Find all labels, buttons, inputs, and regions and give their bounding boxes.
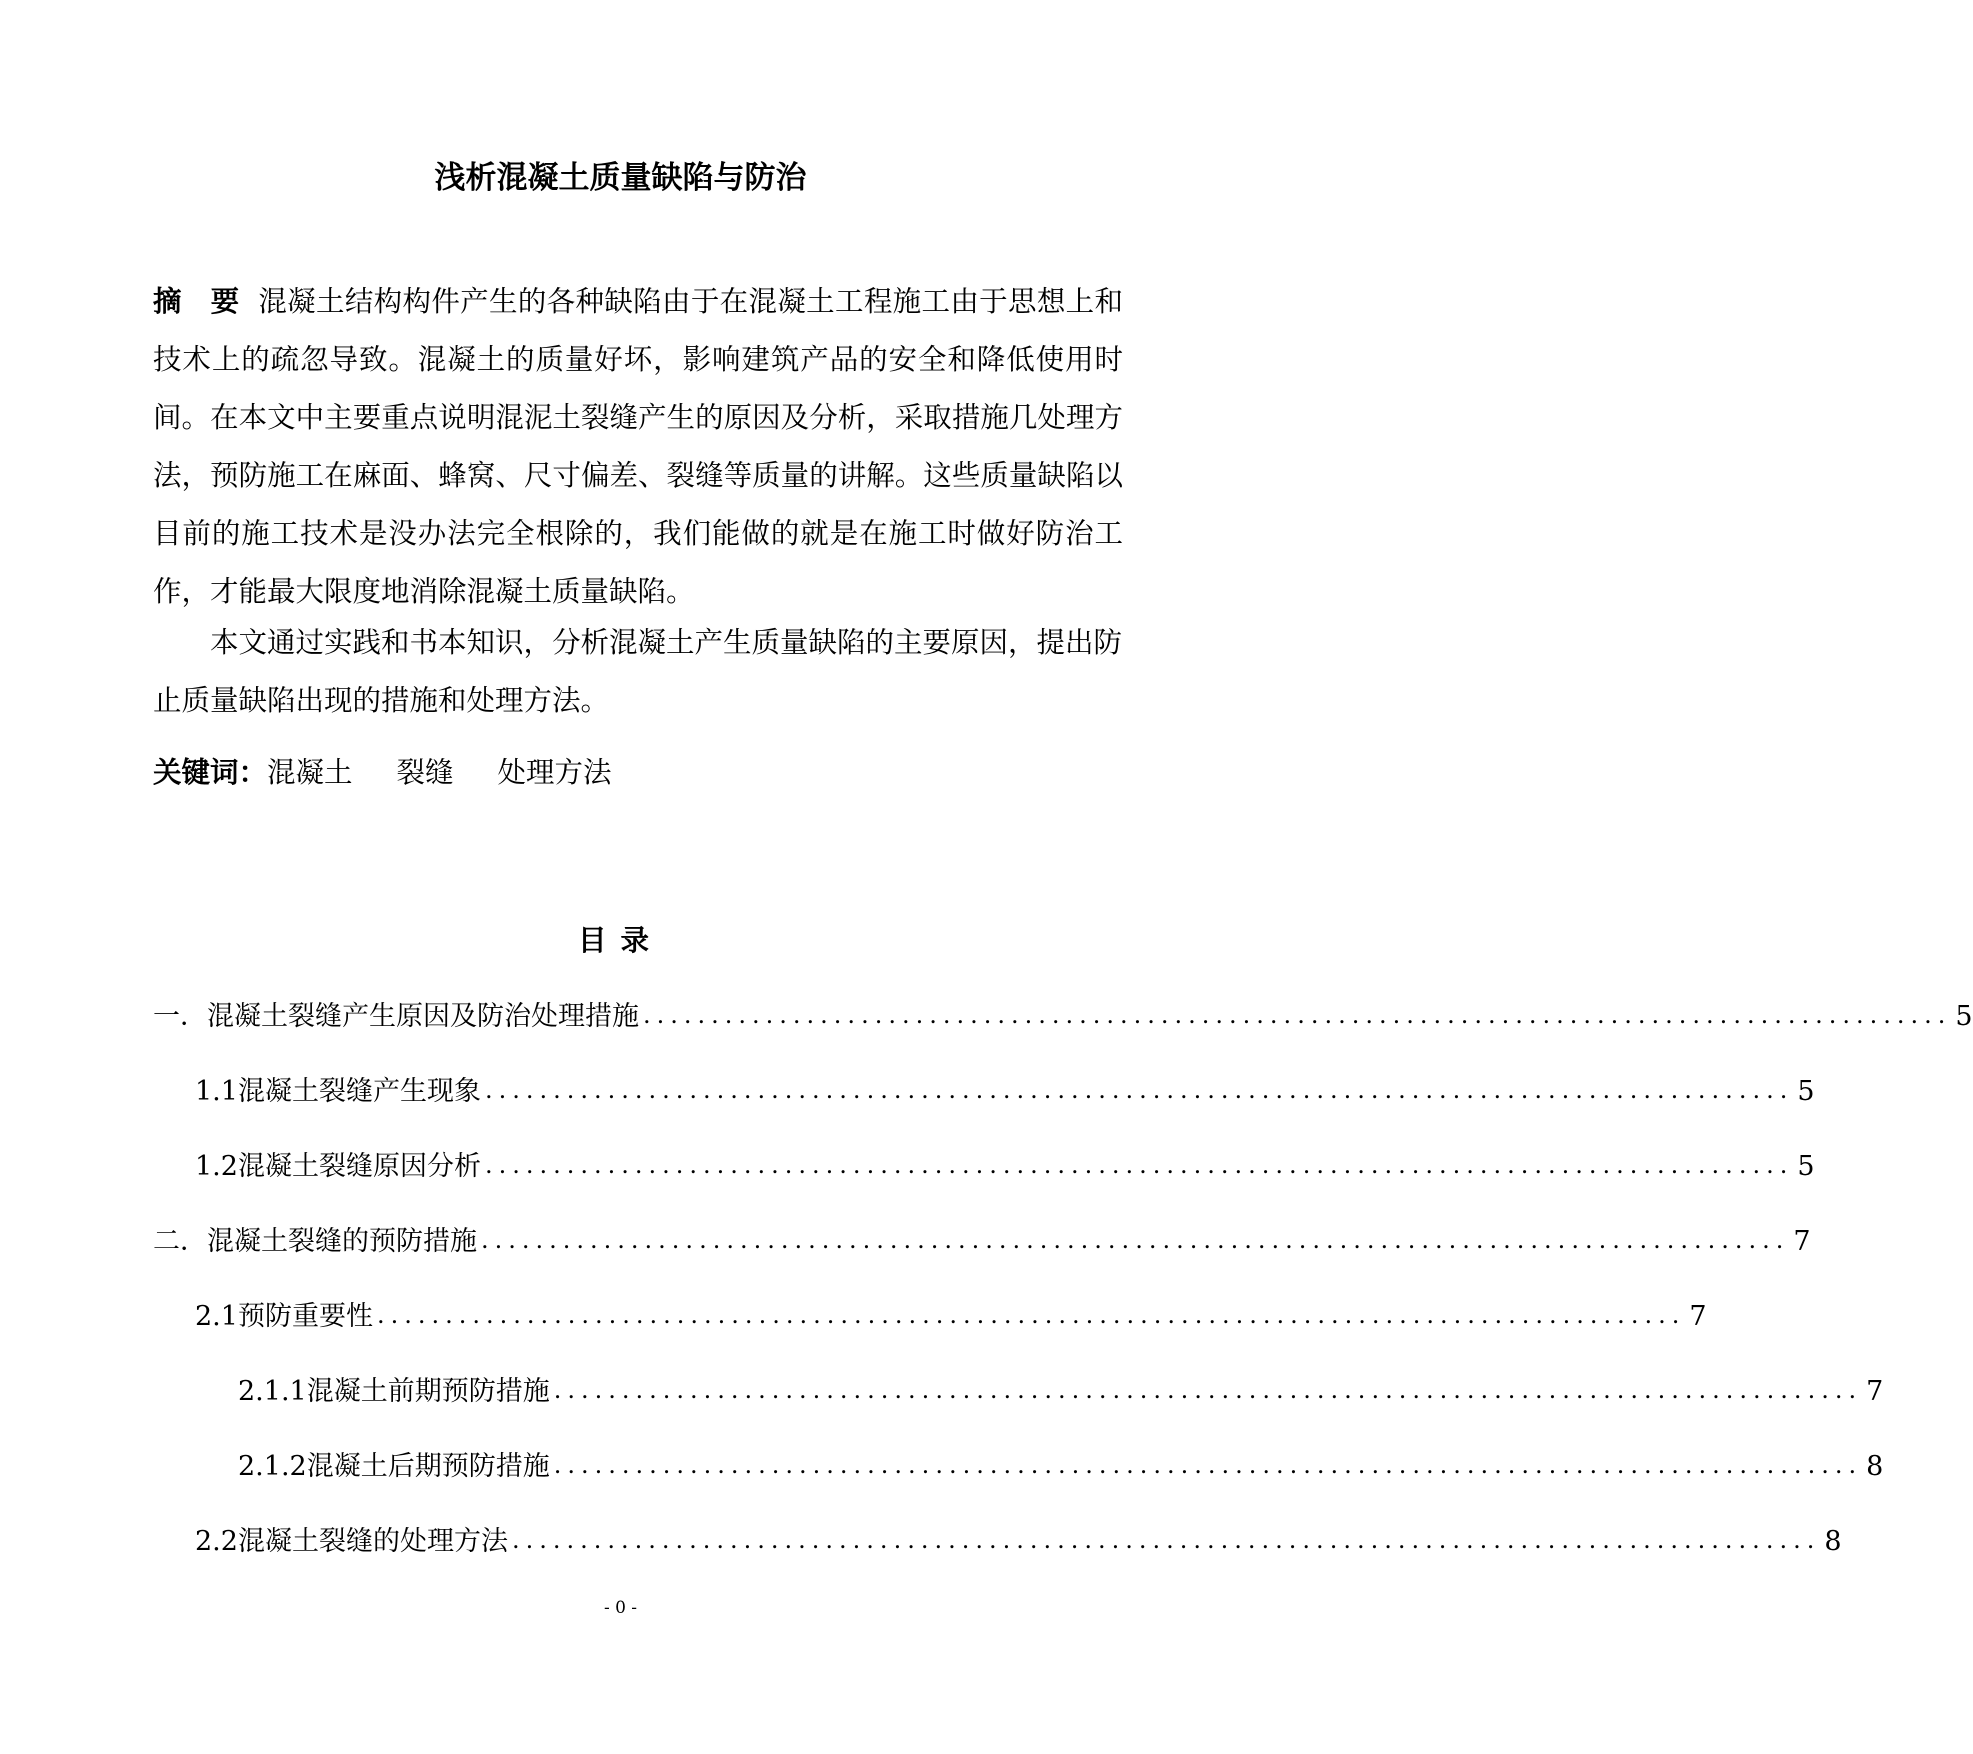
toc-leader-dots: ................................................................................................ <box>484 1076 1794 1104</box>
toc-entry[interactable] <box>153 997 1973 1037</box>
abstract-text: 混凝土结构构件产生的各种缺陷由于在混凝土工程施工由于思想上和技术上的疏忽导致。混凝土的质量好坏，影响建筑产品的安全和降低使用时间。在本文中主要重点说明混泥土裂缝产生的原因及分析，采取措施几处理方法，预防施工在麻面、蜂窝、尺寸偏差、裂缝等质量的讲解。这些质量缺陷以目前的施工技术是没办法完全根除的，我们能做的就是在施工时做好防治工作，才能最大限度地消除混凝土质量缺陷。 <box>153 285 1123 608</box>
toc-entry-page: 5 <box>1797 1151 1815 1182</box>
toc-entry-page: 7 <box>1866 1376 1884 1407</box>
toc-entry-number: 2.1 <box>195 1301 238 1332</box>
keyword-item: 混凝土 <box>267 756 353 789</box>
toc-entry[interactable] <box>195 1072 1815 1112</box>
keyword-item: 裂缝 <box>396 756 454 789</box>
toc-entry-label: 预防重要性 <box>237 1301 373 1332</box>
toc-entry-label: 混凝土裂缝产生原因及防治处理措施 <box>207 1001 639 1032</box>
toc-entry-page: 7 <box>1689 1301 1707 1332</box>
toc-entry-number: 二． <box>153 1226 207 1257</box>
toc-entry[interactable] <box>195 1297 1707 1337</box>
abstract-paragraph <box>153 272 1123 621</box>
toc-entry-page: 8 <box>1824 1526 1842 1557</box>
toc-entry-number: 2.1.2 <box>238 1451 307 1482</box>
toc-leader-dots: ................................................................................................ <box>511 1526 1821 1554</box>
toc-entry-page: 8 <box>1866 1451 1884 1482</box>
toc-entry-page: 5 <box>1955 1001 1973 1032</box>
abstract-label: 摘 要 <box>153 284 240 318</box>
toc-leader-dots: ................................................................................................ <box>553 1451 1863 1479</box>
keywords-label: 关键词： <box>153 755 268 789</box>
toc-entry-label: 混凝土前期预防措施 <box>306 1376 550 1407</box>
toc-entry-label: 混凝土裂缝的预防措施 <box>207 1226 477 1257</box>
toc-leader-dots: ................................................................................................ <box>484 1151 1794 1179</box>
toc-title: 目录 <box>577 923 663 957</box>
toc-entry-label: 混凝土裂缝产生现象 <box>237 1076 481 1107</box>
toc-entry[interactable] <box>153 1222 1811 1262</box>
toc-entry[interactable] <box>195 1147 1815 1187</box>
abstract-paragraph-2: 本文通过实践和书本知识，分析混凝土产生质量缺陷的主要原因，提出防止质量缺陷出现的措施和处理方法。 <box>153 626 1123 717</box>
toc-entry-page: 5 <box>1797 1076 1815 1107</box>
toc-entry-label: 混凝土后期预防措施 <box>306 1451 550 1482</box>
toc-leader-dots: ................................................................................................ <box>481 1226 1790 1254</box>
keywords-line <box>153 752 656 793</box>
toc-entry-number: 一． <box>153 1001 207 1032</box>
toc-entry-number: 1.1 <box>195 1076 238 1107</box>
toc-entry-number: 2.2 <box>195 1526 238 1557</box>
toc-entry[interactable] <box>195 1522 1842 1562</box>
page-number: - 0 - <box>603 1598 638 1618</box>
toc-entry[interactable] <box>238 1447 1884 1487</box>
document-title: 浅析混凝土质量缺陷与防治 <box>434 160 807 196</box>
keyword-item: 处理方法 <box>497 756 612 789</box>
toc-leader-dots: ................................................................................................ <box>376 1301 1686 1329</box>
toc-entry-label: 混凝土裂缝的处理方法 <box>237 1526 508 1557</box>
toc-entry-number: 2.1.1 <box>238 1376 307 1407</box>
toc-entry-page: 7 <box>1793 1226 1811 1257</box>
toc-entry-number: 1.2 <box>195 1151 238 1182</box>
toc-entry[interactable] <box>238 1372 1884 1412</box>
toc-leader-dots: ................................................................................................ <box>553 1376 1863 1404</box>
toc-entry-label: 混凝土裂缝原因分析 <box>237 1151 481 1182</box>
toc-leader-dots: ................................................................................................ <box>643 1001 1952 1029</box>
